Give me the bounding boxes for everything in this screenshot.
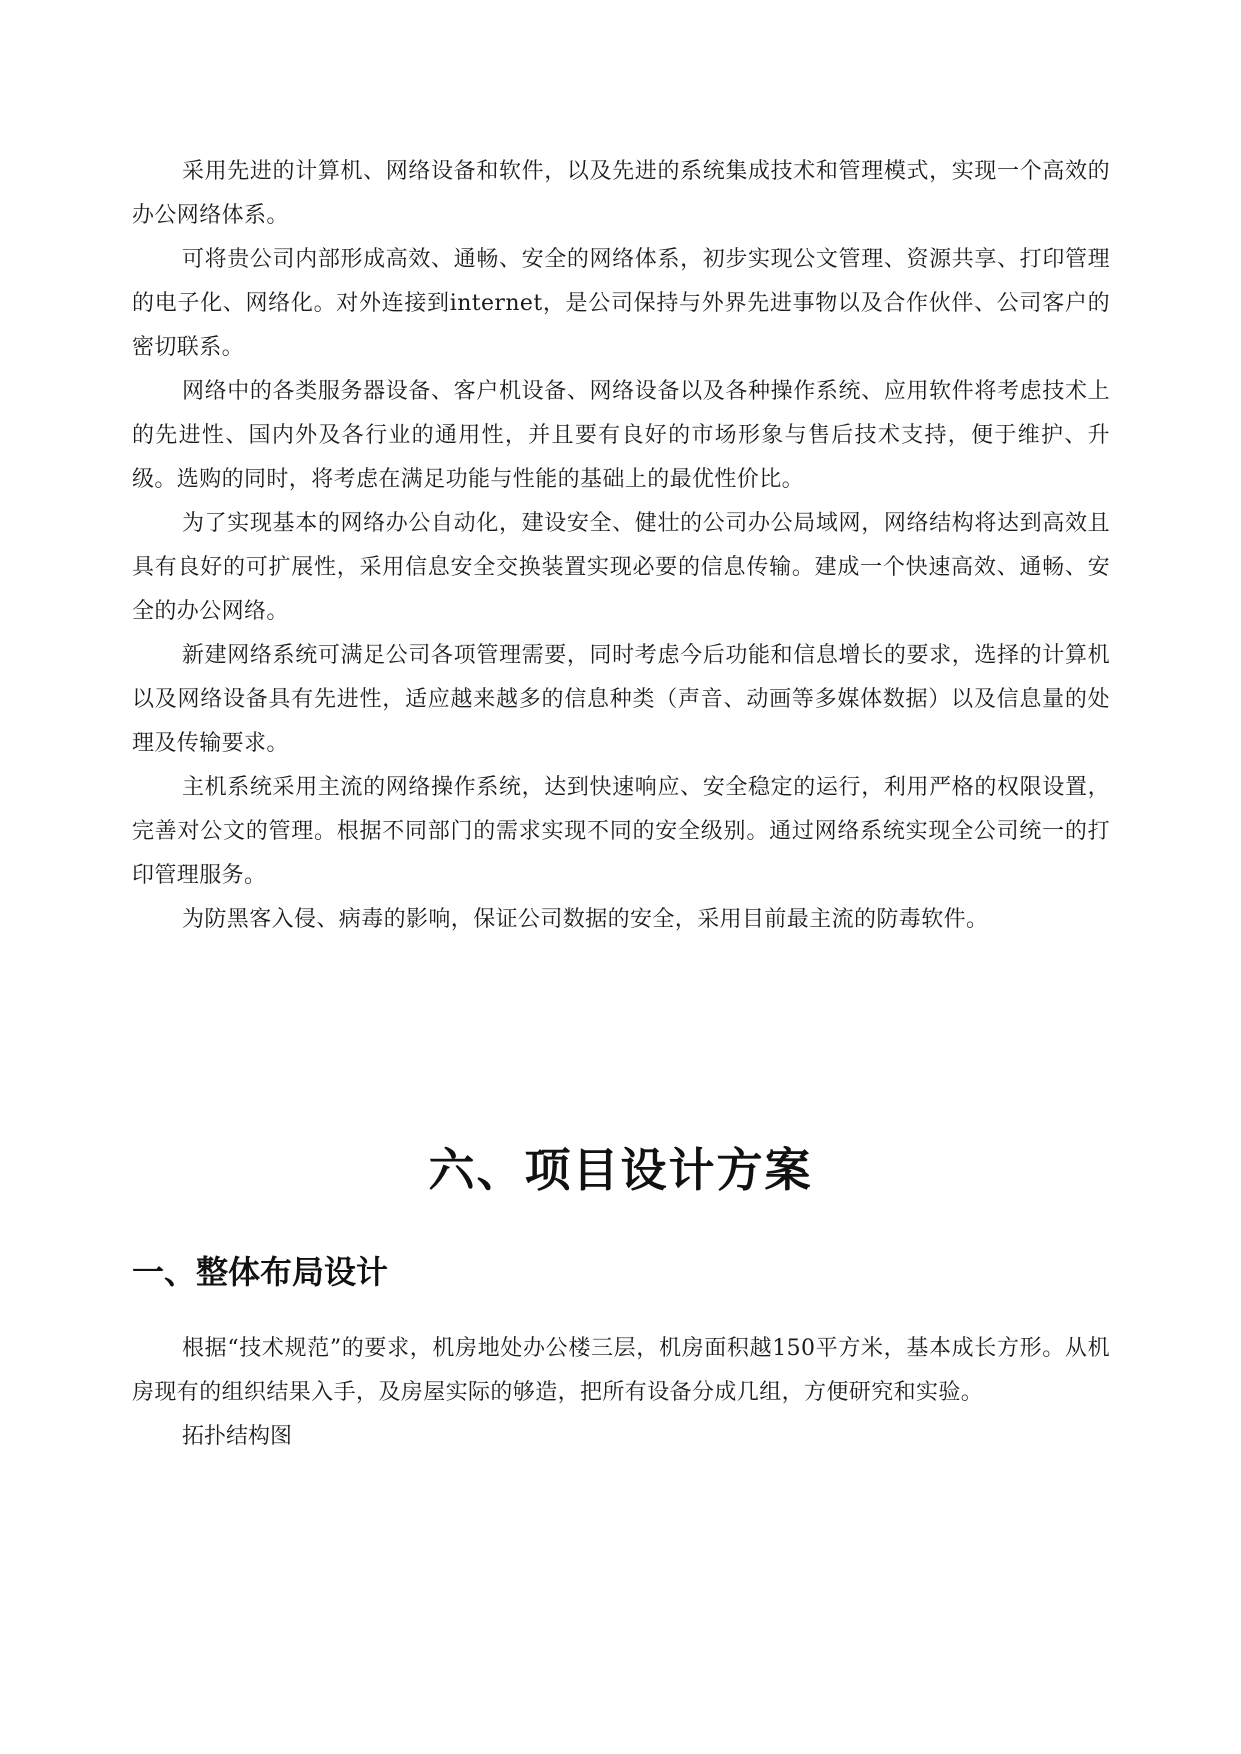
intro-paragraph-7: 为防黑客入侵、病毒的影响，保证公司数据的安全，采用目前最主流的防毒软件。 <box>182 907 989 932</box>
intro-paragraph-4: 为了实现基本的网络办公自动化，建设安全、健壮的公司办公局域网，网络结构将达到高效且具有良好的可扩展性，采用信息安全交换装置实现必要的信息传输。建成一个快速高效、通畅、安全的办公网络。 <box>132 511 1110 624</box>
intro-paragraph-5: 新建网络系统可满足公司各项管理需要，同时考虑今后功能和信息增长的要求，选择的计算机以及网络设备具有先进性，适应越来越多的信息种类（声音、动画等多媒体数据）以及信息量的处理及传输要求。 <box>132 643 1110 756</box>
section-paragraph: 根据“技术规范”的要求，机房地处办公楼三层，机房面积越150平方米，基本成长方形。从机房现有的组织结果入手，及房屋实际的够造，把所有设备分成几组，方便研究和实验。 <box>132 1336 1110 1405</box>
section-heading: 一、整体布局设计 <box>132 1253 389 1291</box>
chapter-heading: 六、项目设计方案 <box>428 1143 813 1197</box>
section-body <box>132 1327 1110 1459</box>
intro-paragraph-6: 主机系统采用主流的网络操作系统，达到快速响应、安全稳定的运行，利用严格的权限设置，完善对公文的管理。根据不同部门的需求实现不同的安全级别。通过网络系统实现全公司统一的打印管理服务。 <box>132 775 1110 888</box>
intro-paragraph-3: 网络中的各类服务器设备、客户机设备、网络设备以及各种操作系统、应用软件将考虑技术上的先进性、国内外及各行业的通用性，并且要有良好的市场形象与售后技术支持，便于维护、升级。选购的同时，将考虑在满足功能与性能的基础上的最优性价比。 <box>132 379 1110 492</box>
figure-caption: 拓扑结构图 <box>182 1424 293 1449</box>
intro-paragraph-1: 采用先进的计算机、网络设备和软件，以及先进的系统集成技术和管理模式，实现一个高效的办公网络体系。 <box>132 159 1110 228</box>
intro-section <box>132 150 1110 942</box>
intro-paragraph-2: 可将贵公司内部形成高效、通畅、安全的网络体系，初步实现公文管理、资源共享、打印管理的电子化、网络化。对外连接到internet，是公司保持与外界先进事物以及合作伙伴、公司客户的密切联系。 <box>132 247 1110 360</box>
